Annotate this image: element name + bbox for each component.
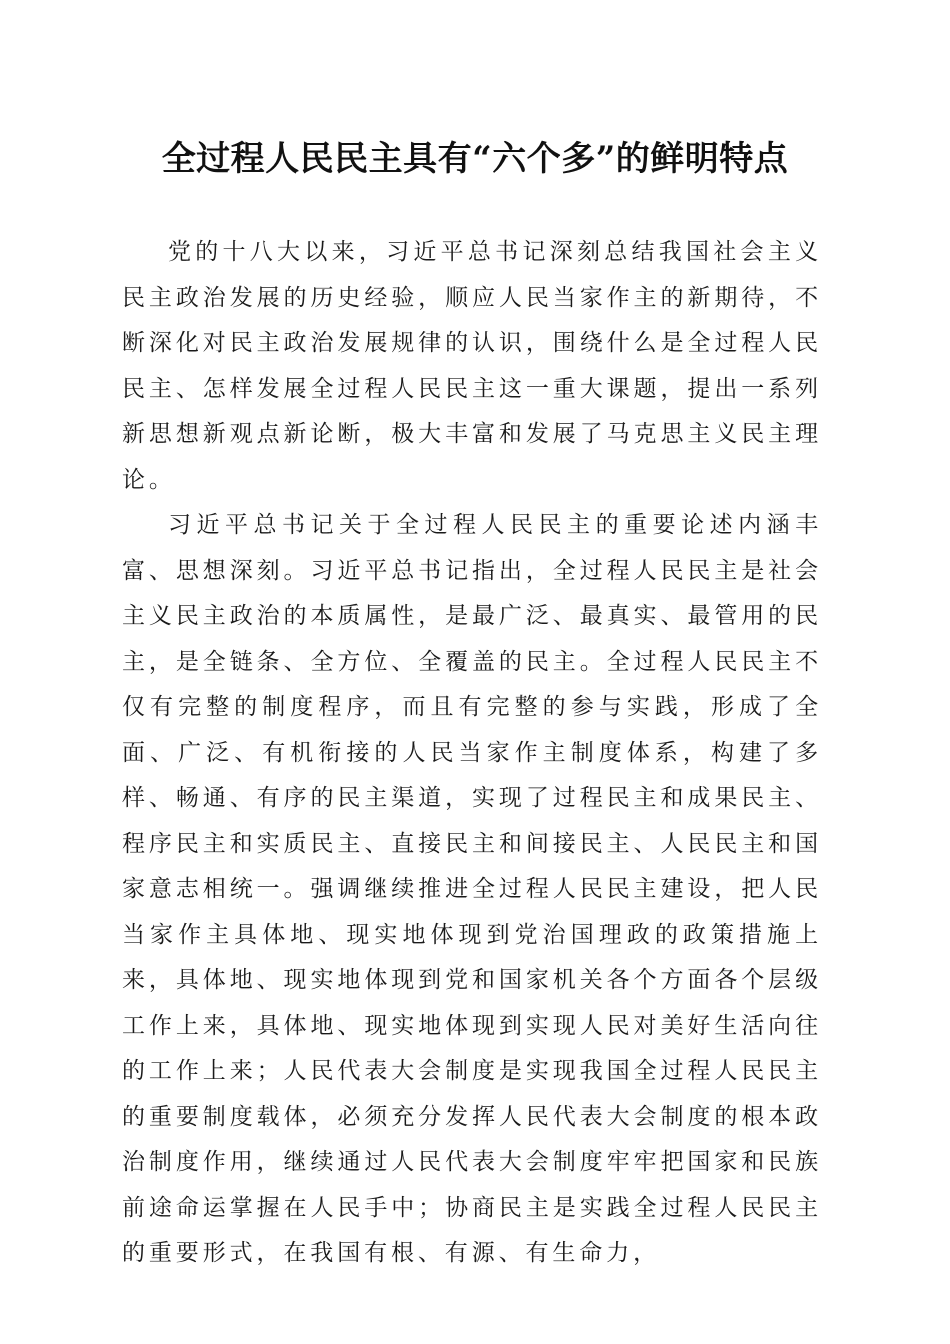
paragraph-1: 党的十八大以来，习近平总书记深刻总结我国社会主义民主政治发展的历史经验，顺应人民当家作主的新期待，不断深化对民主政治发展规律的认识，围绕什么是全过程人民民主、怎样发展全过程人民民主这一重大课题，提出一系列新思想新观点新论断，极大丰富和发展了马克思主义民主理论。 bbox=[122, 239, 822, 493]
paragraph-2: 习近平总书记关于全过程人民民主的重要论述内涵丰富、思想深刻。习近平总书记指出，全过程人民民主是社会主义民主政治的本质属性，是最广泛、最真实、最管用的民主，是全链条、全方位、全覆盖的民主。全过程人民民主不仅有完整的制度程序，而且有完整的参与实践，形成了全面、广泛、有机衔接的人民当家作主制度体系，构建了多样、畅通、有序的民主渠道，实现了过程民主和成果民主、程序民主和实质民主、直接民主和间接民主、人民民主和国家意志相统一。强调继续推进全过程人民民主建设，把人民当家作主具体地、现实地体现到党治国理政的政策措施上来，具体地、现实地体现到党和国家机关各个方面各个层级工作上来，具体地、现实地体现到实现人民对美好生活向往的工作上来；人民代表大会制度是实现我国全过程人民民主的重要制度载体，必须充分发挥人民代表大会制度的根本政治制度作用，继续通过人民代表大会制度牢牢把国家和民族前途命运掌握在人民手中；协商民主是实践全过程人民民主的重要形式，在我国有根、有源、有生命力， bbox=[122, 512, 822, 1266]
document-body bbox=[122, 230, 822, 1277]
page-title: 全过程人民民主具有“六个多”的鲜明特点 bbox=[161, 139, 789, 179]
